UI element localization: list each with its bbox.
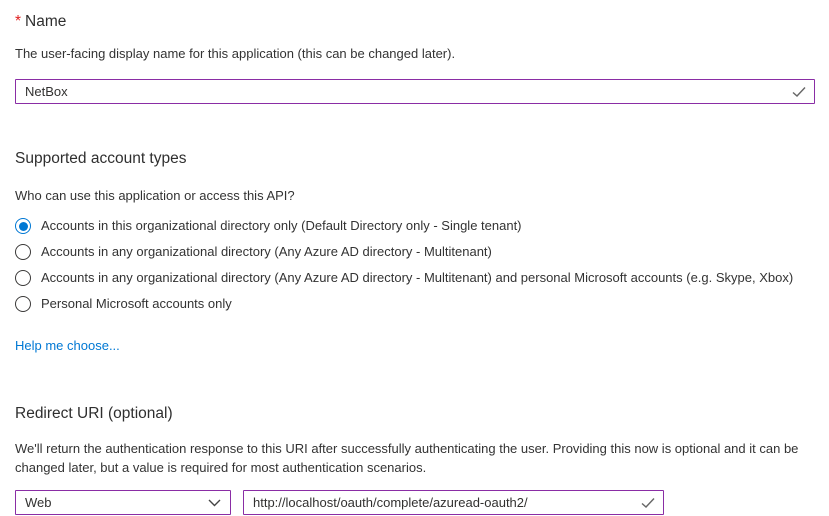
- radio-dot: [19, 300, 28, 309]
- supported-account-types-heading: Supported account types: [15, 150, 187, 167]
- radio-option-personal-only[interactable]: [15, 291, 815, 317]
- redirect-platform-value: Web: [25, 495, 52, 510]
- radio-option-label: Accounts in this organizational directory only (Default Directory only - Single tenant): [41, 218, 522, 233]
- radio-unselected-icon: [15, 244, 31, 260]
- radio-option-single-tenant[interactable]: [15, 213, 815, 239]
- redirect-platform-select[interactable]: [15, 490, 231, 515]
- account-types-question: Who can use this application or access this API?: [15, 188, 295, 203]
- radio-option-label: Personal Microsoft accounts only: [41, 296, 232, 311]
- redirect-uri-heading: Redirect URI (optional): [15, 405, 173, 422]
- radio-option-label: Accounts in any organizational directory (Any Azure AD directory - Multitenant): [41, 244, 492, 259]
- supported-account-types-section: [15, 148, 815, 355]
- required-asterisk: *: [15, 13, 22, 30]
- name-input[interactable]: [15, 79, 815, 104]
- redirect-uri-input-wrap: [243, 490, 664, 515]
- radio-selected-icon: [15, 218, 31, 234]
- name-input-wrap: [15, 79, 815, 104]
- name-heading-label: Name: [25, 13, 67, 30]
- radio-option-multitenant[interactable]: [15, 239, 815, 265]
- name-section: [15, 11, 815, 104]
- radio-unselected-icon: [15, 270, 31, 286]
- radio-dot: [19, 222, 28, 231]
- redirect-uri-description: We'll return the authentication response to this URI after successfully authenticating the user. Providing this now is optional and it can be changed later, but a value is required for most authentication scenarios.: [15, 441, 799, 475]
- radio-dot: [19, 274, 28, 283]
- radio-dot: [19, 248, 28, 257]
- radio-option-multitenant-personal[interactable]: [15, 265, 815, 291]
- help-me-choose-link[interactable]: Help me choose...: [15, 338, 120, 353]
- redirect-uri-row: [15, 490, 815, 515]
- redirect-uri-section: [15, 403, 815, 515]
- account-types-radio-group: [15, 213, 815, 317]
- chevron-down-icon: [208, 499, 221, 507]
- name-heading: [15, 11, 815, 32]
- radio-option-label: Accounts in any organizational directory (Any Azure AD directory - Multitenant) and personal Microsoft accounts (e.g. Skype, Xbox): [41, 270, 794, 285]
- redirect-uri-input[interactable]: [243, 490, 664, 515]
- radio-unselected-icon: [15, 296, 31, 312]
- name-description: The user-facing display name for this application (this can be changed later).: [15, 46, 456, 61]
